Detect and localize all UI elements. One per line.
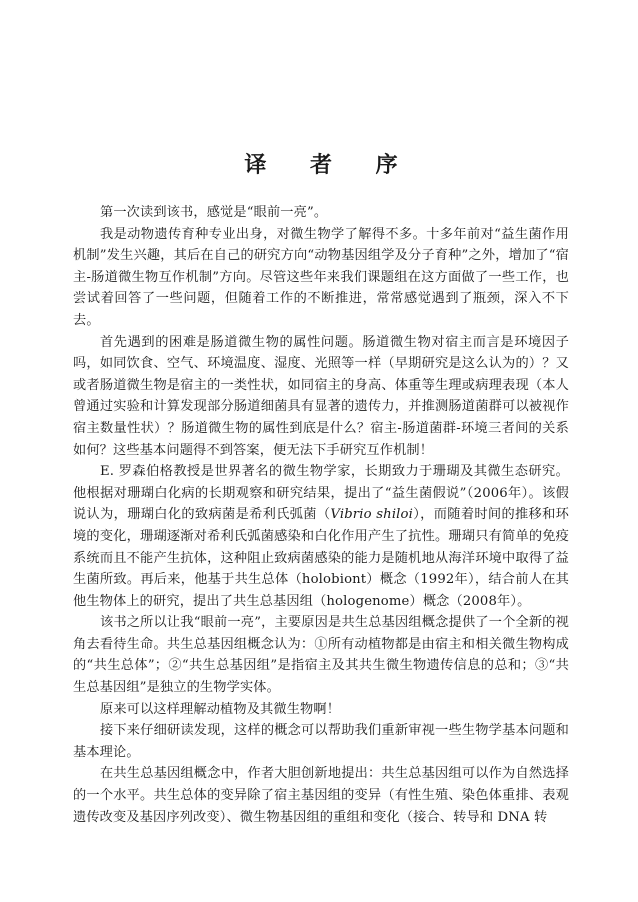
- page-title: 译 者 序: [244, 153, 416, 178]
- paragraph: 第一次读到该书，感觉是“眼前一亮”。: [100, 205, 328, 220]
- paragraph: 在共生总基因组概念中，作者大胆创新地提出：共生总基因组可以作为自然选择的一个水平。共生总体的变异除了宿主基因组的变异（有性生殖、染色体重排、表观遗传改变及基因序列改变）、微生物基因组的重组和变化（接合、转导和 DNA 转: [73, 766, 569, 825]
- paragraph: E. 罗森伯格教授是世界著名的微生物学家，长期致力于珊瑚及其微生态研究。他根据对珊瑚白化病的长期观察和研究结果，提出了“益生菌假说”（2006年）。该假说认为，珊瑚白化的致病菌是希利氏弧菌（Vibrio shiloi），而随着时间的推移和环境的变化，珊瑚逐渐对希利氏弧菌感染和白化作用产生了抗性。珊瑚只有简单的免疫系统而且不能产生抗体，这种阻止致病菌感染的能力是随机地从海洋环境中取得了益生菌所致。再后来，他基于共生总体（holobiont）概念（1992年），结合前人在其他生物体上的研究，提出了共生总基因组（hologenome）概念（2008年）。: [73, 464, 569, 609]
- paragraph: 我是动物遗传育种专业出身，对微生物学了解得不多。十多年前对“益生菌作用机制”发生兴趣，其后在自己的研究方向“动物基因组学及分子育种”之外，增加了“宿主-肠道微生物互作机制”方向。尽管这些年来我们课题组在这方面做了一些工作，也尝试着回答了一些问题，但随着工作的不断推进，常常感觉遇到了瓶颈，深入不下去。: [73, 226, 569, 328]
- paragraph: 该书之所以让我“眼前一亮”，主要原因是共生总基因组概念提供了一个全新的视角去看待生命。共生总基因组概念认为：①所有动植物都是由宿主和相关微生物构成的“共生总体”；②“共生总基因组”是指宿主及其共生微生物遗传信息的总和；③“共生总基因组”是独立的生物学实体。: [73, 615, 569, 696]
- paragraph: 首先遇到的困难是肠道微生物的属性问题。肠道微生物对宿主而言是环境因子吗，如同饮食、空气、环境温度、湿度、光照等一样（早期研究是这么认为的）？又或者肠道微生物是宿主的一类性状，如同宿主的身高、体重等生理或病理表现（本人曾通过实验和计算发现部分肠道细菌具有显著的遗传力，并推测肠道菌群可以被视作宿主数量性状）？肠道微生物的属性到底是什么？宿主-肠道菌群-环境三者间的关系如何？这些基本问题得不到答案，便无法下手研究互作机制！: [73, 334, 569, 458]
- paragraph: 接下来仔细研读发现，这样的概念可以帮助我们重新审视一些生物学基本问题和基本理论。: [73, 723, 569, 760]
- preface-body: [73, 202, 569, 828]
- species-name: Vibrio shiloi: [330, 507, 414, 523]
- paragraph: 原来可以这样理解动植物及其微生物啊！: [100, 701, 341, 717]
- document-page: [73, 0, 569, 902]
